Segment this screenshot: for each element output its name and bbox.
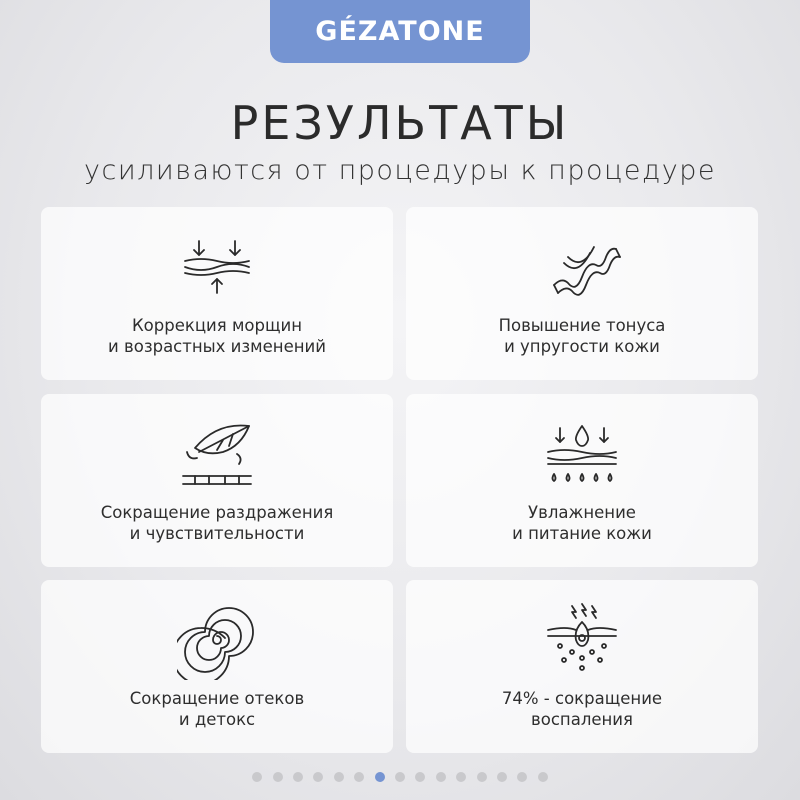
- pagination-dot[interactable]: [375, 772, 385, 782]
- brand-logo: GÉZATONE: [315, 16, 485, 47]
- result-card-inflammation: [406, 580, 758, 753]
- feather-soothing-icon: [177, 414, 257, 494]
- pagination-dot[interactable]: [415, 772, 425, 782]
- brand-logo-tab: [270, 0, 530, 63]
- result-card-hydration: [406, 394, 758, 567]
- result-card-tone: [406, 207, 758, 380]
- card-label: Повышение тонуса и упругости кожи: [498, 316, 666, 356]
- pagination-dot[interactable]: [354, 772, 364, 782]
- pagination-dot[interactable]: [456, 772, 466, 782]
- pagination-dot[interactable]: [334, 772, 344, 782]
- pagination-dot[interactable]: [273, 772, 283, 782]
- pagination-dot[interactable]: [517, 772, 527, 782]
- result-card-irritation: [41, 394, 393, 567]
- inflammation-reduction-icon: [542, 600, 622, 680]
- pagination-dot[interactable]: [395, 772, 405, 782]
- result-card-detox: [41, 580, 393, 753]
- pagination-dot[interactable]: [497, 772, 507, 782]
- hydration-drops-icon: [542, 414, 622, 494]
- pagination-dot[interactable]: [293, 772, 303, 782]
- page-subtitle: усиливаются от процедуры к процедуре: [84, 155, 716, 186]
- wrinkle-correction-icon: [177, 227, 257, 307]
- pagination-dot[interactable]: [252, 772, 262, 782]
- carousel-pagination: [0, 772, 800, 782]
- card-label: Увлажнение и питание кожи: [512, 503, 652, 543]
- page-title: РЕЗУЛЬТАТЫ: [230, 96, 570, 150]
- card-label: Сокращение раздражения и чувствительности: [100, 503, 334, 543]
- pagination-dot[interactable]: [436, 772, 446, 782]
- skin-tone-ribbon-icon: [542, 227, 622, 307]
- spiral-detox-icon: [177, 600, 257, 680]
- pagination-dot[interactable]: [313, 772, 323, 782]
- card-label: 74% - сокращение воспаления: [501, 689, 663, 729]
- pagination-dot[interactable]: [538, 772, 548, 782]
- pagination-dot[interactable]: [477, 772, 487, 782]
- card-label: Сокращение отеков и детокс: [129, 689, 305, 729]
- result-card-wrinkles: [41, 207, 393, 380]
- card-label: Коррекция морщин и возрастных изменений: [108, 316, 326, 356]
